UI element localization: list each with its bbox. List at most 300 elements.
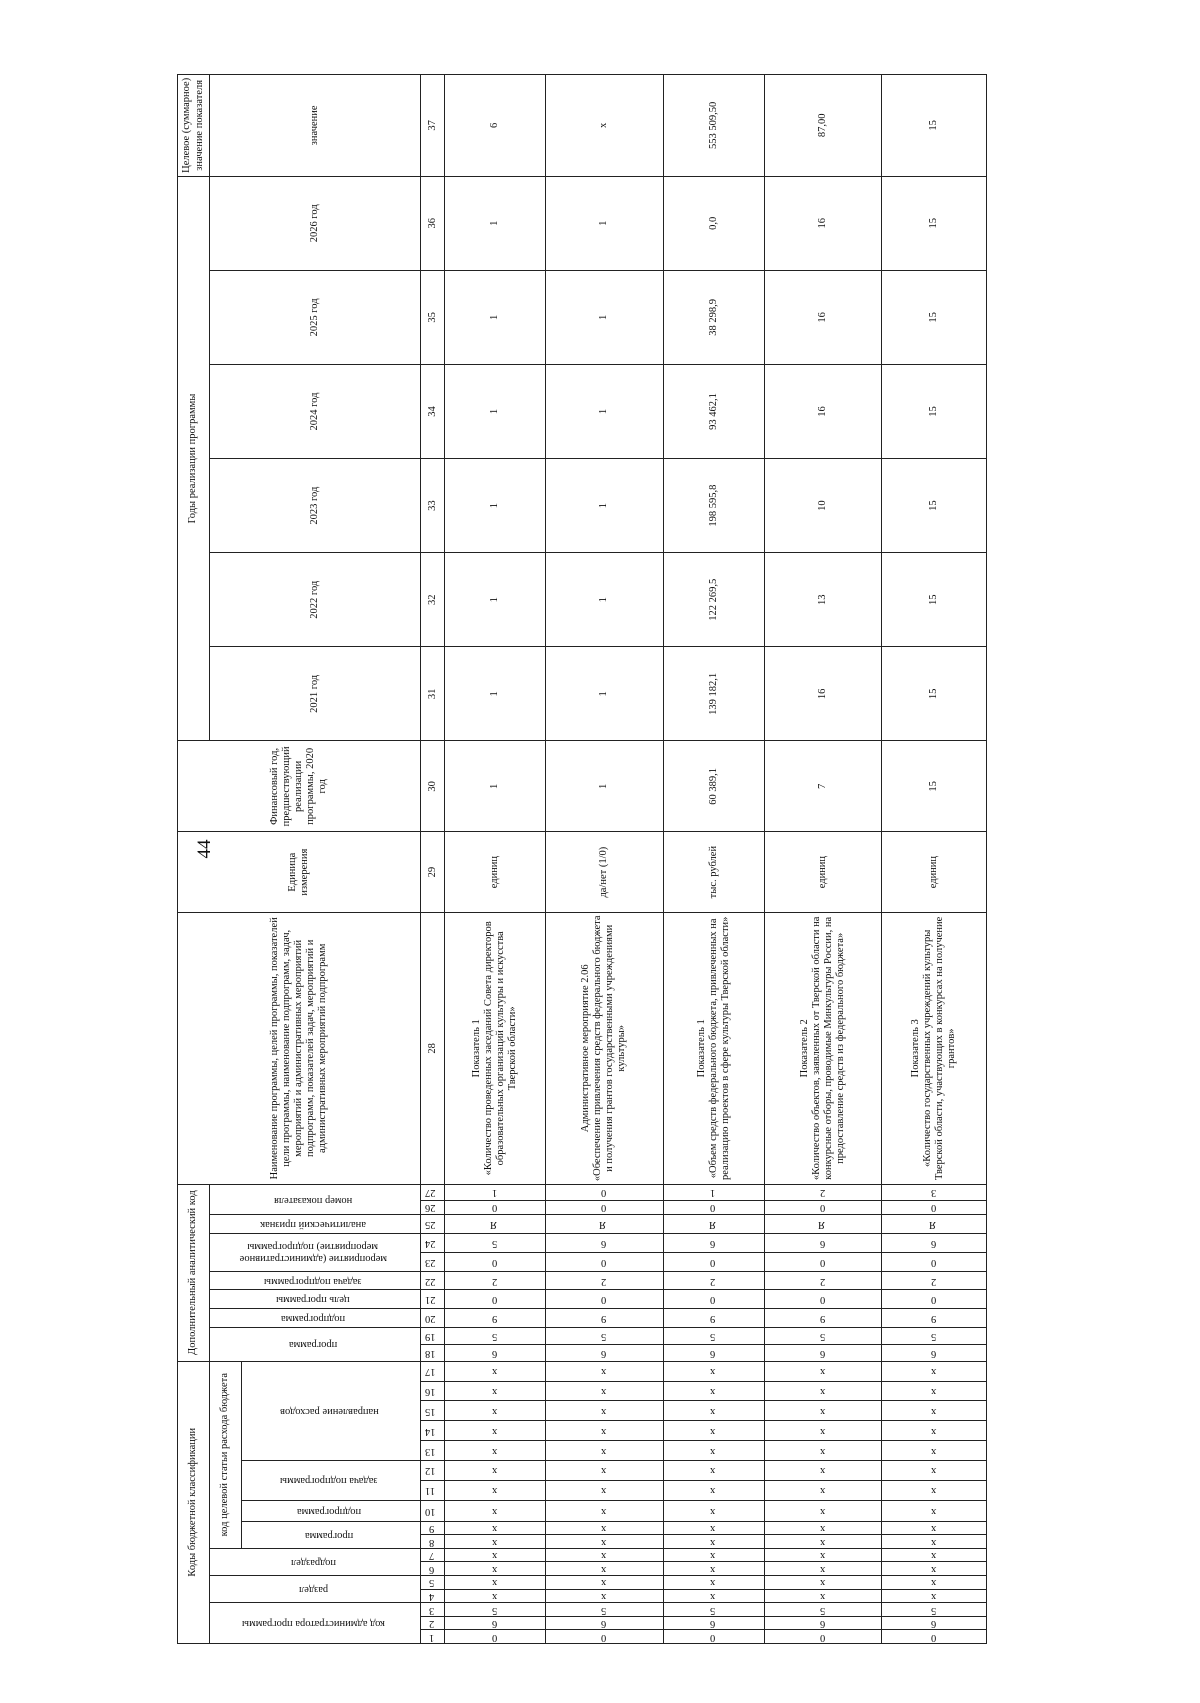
dac-subprogram-digit-text: 9 xyxy=(819,1313,826,1325)
value-2022: 1 xyxy=(546,553,663,647)
column-number: 32 xyxy=(421,553,444,647)
target-value: 553 509,50 xyxy=(663,75,764,177)
column-number: 25 xyxy=(421,1215,444,1234)
dac-event-digit-text: 6 xyxy=(601,1237,607,1249)
value-2026: 15 xyxy=(882,176,987,270)
admin-code-digit-text: 0 xyxy=(491,1631,497,1643)
direction-digit-text: х xyxy=(930,1386,937,1398)
direction-digit-text: х xyxy=(601,1445,607,1457)
program-digit xyxy=(764,1521,881,1535)
header-year-2022: 2022 год xyxy=(210,553,421,647)
dac-subprogram-digit-text: 9 xyxy=(601,1313,607,1325)
value-2026: 0,0 xyxy=(663,176,764,270)
task-digit-text: х xyxy=(491,1485,497,1497)
value-2025: 15 xyxy=(882,270,987,364)
dac-event-digit xyxy=(882,1234,987,1253)
dac-indicator-digit-text: 0 xyxy=(491,1202,497,1214)
table-row xyxy=(546,75,663,1644)
column-number: 4 xyxy=(421,1589,444,1603)
direction-digit xyxy=(764,1421,881,1441)
header-expense-direction: направление расходов xyxy=(242,1361,421,1461)
column-number: 3 xyxy=(421,1603,444,1617)
column-number: 37 xyxy=(421,75,444,177)
column-number: 12 xyxy=(421,1461,444,1481)
value-2023: 10 xyxy=(764,459,881,553)
admin-code-digit xyxy=(764,1630,881,1644)
dac-event-digit-text: 0 xyxy=(930,1256,937,1268)
subprogram-digit xyxy=(663,1500,764,1521)
admin-code-digit xyxy=(444,1630,545,1644)
unit-cell: единиц xyxy=(882,832,987,913)
task-digit xyxy=(764,1461,881,1481)
header-subprogram: подпрограмма xyxy=(242,1500,421,1521)
program-digit-text: х xyxy=(819,1522,826,1534)
dac-event-digit-text: 0 xyxy=(491,1256,497,1268)
program-digit-text: х xyxy=(491,1522,497,1534)
admin-code-digit-text: 5 xyxy=(601,1604,607,1616)
direction-digit xyxy=(764,1401,881,1421)
column-number: 10 xyxy=(421,1500,444,1521)
direction-digit-text: х xyxy=(710,1366,716,1378)
unit-cell: единиц xyxy=(444,832,545,913)
dac-program-digit xyxy=(444,1328,545,1345)
dac-indicator-digit xyxy=(546,1184,663,1200)
dac-program-digit xyxy=(882,1344,987,1361)
admin-code-digit xyxy=(546,1616,663,1630)
value-2025: 1 xyxy=(444,270,545,364)
dac-event-digit xyxy=(444,1252,545,1271)
program-digit xyxy=(663,1521,764,1535)
header-dac-program: программа xyxy=(210,1328,421,1361)
value-2025: 1 xyxy=(546,270,663,364)
task-digit xyxy=(882,1461,987,1481)
dac-subprogram-digit-text: 9 xyxy=(710,1313,716,1325)
column-number: 13 xyxy=(421,1441,444,1461)
value-2024: 16 xyxy=(764,364,881,458)
subsection-digit xyxy=(882,1548,987,1562)
column-number: 24 xyxy=(421,1234,444,1253)
direction-digit xyxy=(444,1441,545,1461)
target-value: 6 xyxy=(444,75,545,177)
indicator-name: Административное мероприятие 2.06 «Обеспечение привлечения средств федерального бюджета и получения грантов государственными учреждениями культуры» xyxy=(546,912,663,1184)
dac-event-digit-text: 6 xyxy=(710,1237,716,1249)
indicator-name: Показатель 3 «Количество государственных учреждений культуры Тверской области, участвующих в конкурсах на получение грантов» xyxy=(882,912,987,1184)
admin-code-digit xyxy=(764,1616,881,1630)
dac-goal-digit-text: 0 xyxy=(491,1294,497,1306)
subprogram-digit-text: х xyxy=(601,1505,607,1517)
subsection-digit-text: х xyxy=(491,1563,497,1575)
dac-task-digit xyxy=(663,1271,764,1290)
dac-event-digit-text: 0 xyxy=(819,1256,826,1268)
program-digit-text: х xyxy=(710,1522,716,1534)
indicator-name: Показатель 2 «Количество объектов, заявленных от Тверской области на конкурсные отборы, проводимые Минкультуры России, на предоставление средств из федерального бюджета» xyxy=(764,912,881,1184)
column-number: 28 xyxy=(421,912,444,1184)
header-additional-code: Дополнительный аналитический код xyxy=(178,1184,210,1361)
column-number: 7 xyxy=(421,1548,444,1562)
column-number: 27 xyxy=(421,1184,444,1200)
subsection-digit xyxy=(764,1562,881,1576)
dac-program-digit xyxy=(546,1328,663,1345)
dac-subprogram-digit xyxy=(444,1309,545,1328)
column-number: 29 xyxy=(421,832,444,913)
dac-program-digit-text: 6 xyxy=(930,1347,937,1359)
section-digit xyxy=(882,1576,987,1590)
dac-program-digit-text: 6 xyxy=(491,1347,497,1359)
dac-indicator-digit xyxy=(882,1200,987,1215)
direction-digit xyxy=(882,1401,987,1421)
dac-program-digit-text: 5 xyxy=(819,1330,826,1342)
direction-digit xyxy=(546,1401,663,1421)
admin-code-digit-text: 5 xyxy=(819,1604,826,1616)
task-digit xyxy=(663,1480,764,1500)
header-unit: Единица измерения xyxy=(178,832,421,913)
direction-digit-text: х xyxy=(601,1366,607,1378)
section-digit xyxy=(764,1589,881,1603)
dac-program-digit xyxy=(764,1344,881,1361)
admin-code-digit xyxy=(764,1603,881,1617)
value-2022: 122 269,5 xyxy=(663,553,764,647)
program-digit xyxy=(882,1521,987,1535)
column-number: 2 xyxy=(421,1616,444,1630)
section-digit xyxy=(663,1589,764,1603)
direction-digit xyxy=(546,1421,663,1441)
admin-code-digit-text: 5 xyxy=(930,1604,937,1616)
dac-feature xyxy=(663,1215,764,1234)
dac-feature-text: Я xyxy=(489,1219,497,1231)
program-digit xyxy=(882,1535,987,1549)
value-2023: 1 xyxy=(546,459,663,553)
program-digit xyxy=(764,1535,881,1549)
dac-goal-digit xyxy=(546,1290,663,1309)
dac-program-digit-text: 5 xyxy=(710,1330,716,1342)
direction-digit xyxy=(546,1381,663,1401)
direction-digit-text: х xyxy=(491,1405,497,1417)
header-section: раздел xyxy=(210,1576,421,1603)
column-number: 30 xyxy=(421,741,444,832)
column-number: 23 xyxy=(421,1252,444,1271)
header-subprogram-task: задача подпрограммы xyxy=(242,1461,421,1501)
subsection-digit xyxy=(764,1548,881,1562)
direction-digit xyxy=(882,1381,987,1401)
value-2023: 15 xyxy=(882,459,987,553)
section-digit xyxy=(546,1576,663,1590)
admin-code-digit xyxy=(444,1616,545,1630)
column-number: 20 xyxy=(421,1309,444,1328)
value-2020: 1 xyxy=(444,741,545,832)
task-digit-text: х xyxy=(930,1465,937,1477)
subsection-digit-text: х xyxy=(930,1563,937,1575)
task-digit-text: х xyxy=(601,1485,607,1497)
direction-digit-text: х xyxy=(819,1425,826,1437)
column-number: 34 xyxy=(421,364,444,458)
indicator-name: Показатель 1 «Объем средств федерального бюджета, привлеченных на реализацию проектов в сфере культуры Тверской области» xyxy=(663,912,764,1184)
direction-digit-text: х xyxy=(710,1445,716,1457)
header-dac-task: задача подпрограммы xyxy=(210,1271,421,1290)
dac-feature xyxy=(882,1215,987,1234)
direction-digit xyxy=(764,1361,881,1381)
dac-program-digit xyxy=(764,1328,881,1345)
direction-digit-text: х xyxy=(601,1386,607,1398)
dac-indicator-digit xyxy=(663,1184,764,1200)
dac-indicator-digit xyxy=(882,1184,987,1200)
subsection-digit-text: х xyxy=(601,1550,607,1562)
section-digit-text: х xyxy=(601,1590,607,1602)
subprogram-digit-text: х xyxy=(819,1505,826,1517)
section-digit xyxy=(882,1589,987,1603)
column-number: 5 xyxy=(421,1576,444,1590)
program-digit xyxy=(444,1535,545,1549)
task-digit-text: х xyxy=(819,1465,826,1477)
dac-indicator-digit-text: 0 xyxy=(601,1187,607,1199)
dac-indicator-digit-text: 2 xyxy=(819,1187,826,1199)
dac-indicator-digit-text: 1 xyxy=(491,1187,497,1199)
program-digit xyxy=(546,1521,663,1535)
direction-digit-text: х xyxy=(710,1425,716,1437)
task-digit xyxy=(663,1461,764,1481)
task-digit-text: х xyxy=(710,1485,716,1497)
header-fin-year: Финансовый год, предшествующий реализации программы, 2020 год xyxy=(178,741,421,832)
dac-feature-text: Я xyxy=(599,1219,607,1231)
admin-code-digit-text: 6 xyxy=(710,1618,716,1630)
direction-digit-text: х xyxy=(819,1366,826,1378)
dac-task-digit-text: 2 xyxy=(710,1275,716,1287)
dac-subprogram-digit-text: 9 xyxy=(930,1313,937,1325)
subsection-digit-text: х xyxy=(710,1563,716,1575)
dac-goal-digit xyxy=(444,1290,545,1309)
header-subsection: подраздел xyxy=(210,1548,421,1575)
subsection-digit xyxy=(882,1562,987,1576)
program-digit-text: х xyxy=(930,1522,937,1534)
header-name: Наименование программы, целей программы, показателей цели программы, наименование подпрограмм, задач, мероприятий и административных мероприятий подпрограмм, показателей задач, мероприятий и административных мероприятий подпрограмм xyxy=(178,912,421,1184)
value-2026: 16 xyxy=(764,176,881,270)
header-dac-feature: аналитический признак xyxy=(210,1215,421,1234)
value-2021: 16 xyxy=(764,647,881,741)
direction-digit xyxy=(444,1401,545,1421)
dac-subprogram-digit xyxy=(764,1309,881,1328)
value-2020: 7 xyxy=(764,741,881,832)
admin-code-digit xyxy=(546,1603,663,1617)
header-year-2024: 2024 год xyxy=(210,364,421,458)
dac-goal-digit xyxy=(764,1290,881,1309)
direction-digit-text: х xyxy=(491,1366,497,1378)
dac-indicator-digit xyxy=(764,1200,881,1215)
direction-digit xyxy=(882,1441,987,1461)
dac-indicator-digit xyxy=(546,1200,663,1215)
header-target-group: Целевое (суммарное) значение показателя xyxy=(178,75,210,177)
unit-cell: да/нет (1/0) xyxy=(546,832,663,913)
value-2025: 16 xyxy=(764,270,881,364)
direction-digit-text: х xyxy=(930,1445,937,1457)
task-digit xyxy=(546,1461,663,1481)
column-number: 16 xyxy=(421,1381,444,1401)
direction-digit-text: х xyxy=(930,1425,937,1437)
subprogram-digit xyxy=(882,1500,987,1521)
dac-task-digit xyxy=(546,1271,663,1290)
direction-digit xyxy=(444,1381,545,1401)
direction-digit-text: х xyxy=(819,1405,826,1417)
section-digit xyxy=(444,1576,545,1590)
value-2021: 139 182,1 xyxy=(663,647,764,741)
dac-event-digit-text: 6 xyxy=(930,1237,937,1249)
header-row-1 xyxy=(178,75,210,1644)
dac-task-digit xyxy=(444,1271,545,1290)
dac-program-digit xyxy=(444,1344,545,1361)
column-number: 35 xyxy=(421,270,444,364)
subprogram-digit xyxy=(444,1500,545,1521)
dac-event-digit xyxy=(764,1252,881,1271)
direction-digit-text: х xyxy=(491,1425,497,1437)
header-year-2025: 2025 год xyxy=(210,270,421,364)
section-digit xyxy=(663,1576,764,1590)
value-2025: 38 298,9 xyxy=(663,270,764,364)
dac-goal-digit xyxy=(663,1290,764,1309)
dac-feature-text: Я xyxy=(929,1219,937,1231)
value-2022: 1 xyxy=(444,553,545,647)
dac-event-digit-text: 0 xyxy=(601,1256,607,1268)
subsection-digit xyxy=(663,1562,764,1576)
target-value: х xyxy=(546,75,663,177)
column-number: 19 xyxy=(421,1328,444,1345)
admin-code-digit-text: 5 xyxy=(710,1604,716,1616)
subprogram-digit-text: х xyxy=(710,1505,716,1517)
program-indicators-table xyxy=(177,74,987,1644)
dac-indicator-digit xyxy=(444,1200,545,1215)
dac-task-digit-text: 2 xyxy=(601,1275,607,1287)
column-number: 6 xyxy=(421,1562,444,1576)
table-row xyxy=(764,75,881,1644)
dac-goal-digit-text: 0 xyxy=(601,1294,607,1306)
dac-program-digit xyxy=(882,1328,987,1345)
direction-digit xyxy=(882,1421,987,1441)
program-digit xyxy=(546,1535,663,1549)
value-2022: 15 xyxy=(882,553,987,647)
dac-program-digit-text: 6 xyxy=(819,1347,826,1359)
page-number: 44 xyxy=(194,839,215,859)
program-digit-text: х xyxy=(491,1536,497,1548)
dac-feature-text: Я xyxy=(818,1219,826,1231)
value-2026: 1 xyxy=(546,176,663,270)
admin-code-digit-text: 0 xyxy=(819,1631,826,1643)
program-digit-text: х xyxy=(710,1536,716,1548)
direction-digit xyxy=(663,1441,764,1461)
column-number: 21 xyxy=(421,1290,444,1309)
header-program: программа xyxy=(242,1521,421,1548)
subprogram-digit-text: х xyxy=(491,1505,497,1517)
header-year-2021: 2021 год xyxy=(210,647,421,741)
rotated-table-container xyxy=(177,74,987,1644)
section-digit-text: х xyxy=(491,1590,497,1602)
dac-subprogram-digit-text: 9 xyxy=(491,1313,497,1325)
task-digit-text: х xyxy=(930,1485,937,1497)
admin-code-digit-text: 6 xyxy=(819,1618,826,1630)
dac-event-digit xyxy=(444,1234,545,1253)
dac-indicator-digit-text: 0 xyxy=(601,1202,607,1214)
dac-task-digit xyxy=(882,1271,987,1290)
task-digit-text: х xyxy=(601,1465,607,1477)
section-digit-text: х xyxy=(710,1590,716,1602)
dac-goal-digit-text: 0 xyxy=(930,1294,937,1306)
header-dac-indicator: номер показателя xyxy=(210,1184,421,1214)
admin-code-digit xyxy=(882,1616,987,1630)
table-row xyxy=(882,75,987,1644)
dac-event-digit xyxy=(546,1252,663,1271)
column-number: 1 xyxy=(421,1630,444,1644)
subsection-digit xyxy=(444,1562,545,1576)
direction-digit-text: х xyxy=(601,1405,607,1417)
column-number: 14 xyxy=(421,1421,444,1441)
admin-code-digit xyxy=(663,1603,764,1617)
dac-indicator-digit xyxy=(444,1184,545,1200)
direction-digit-text: х xyxy=(491,1386,497,1398)
admin-code-digit-text: 6 xyxy=(930,1618,937,1630)
dac-goal-digit xyxy=(882,1290,987,1309)
dac-event-digit xyxy=(764,1234,881,1253)
admin-code-digit xyxy=(663,1630,764,1644)
task-digit xyxy=(444,1461,545,1481)
value-2020: 1 xyxy=(546,741,663,832)
column-number: 9 xyxy=(421,1521,444,1535)
direction-digit xyxy=(764,1381,881,1401)
dac-feature xyxy=(444,1215,545,1234)
dac-task-digit-text: 2 xyxy=(819,1275,826,1287)
subprogram-digit-text: х xyxy=(930,1505,937,1517)
header-target-article: код целевой статьи расхода бюджета xyxy=(210,1361,242,1548)
indicator-name: Показатель 1 «Количество проведенных заседаний Совета директоров образовательных организаций культуры и искусства Тверской области» xyxy=(444,912,545,1184)
subsection-digit-text: х xyxy=(710,1550,716,1562)
dac-subprogram-digit xyxy=(882,1309,987,1328)
dac-indicator-digit-text: 3 xyxy=(930,1187,937,1199)
value-2024: 1 xyxy=(444,364,545,458)
column-number: 8 xyxy=(421,1535,444,1549)
admin-code-digit-text: 0 xyxy=(930,1631,937,1643)
direction-digit xyxy=(546,1361,663,1381)
direction-digit xyxy=(663,1361,764,1381)
admin-code-digit xyxy=(882,1603,987,1617)
dac-program-digit xyxy=(663,1344,764,1361)
section-digit-text: х xyxy=(601,1577,607,1589)
subprogram-digit xyxy=(764,1500,881,1521)
column-number: 15 xyxy=(421,1401,444,1421)
direction-digit-text: х xyxy=(819,1386,826,1398)
column-number: 17 xyxy=(421,1361,444,1381)
value-2022: 13 xyxy=(764,553,881,647)
dac-indicator-digit xyxy=(663,1200,764,1215)
section-digit-text: х xyxy=(819,1577,826,1589)
direction-digit xyxy=(764,1441,881,1461)
dac-event-digit-text: 0 xyxy=(710,1256,716,1268)
program-digit xyxy=(663,1535,764,1549)
value-2020: 60 389,1 xyxy=(663,741,764,832)
subsection-digit-text: х xyxy=(819,1563,826,1575)
section-digit-text: х xyxy=(491,1577,497,1589)
direction-digit xyxy=(882,1361,987,1381)
direction-digit-text: х xyxy=(491,1445,497,1457)
direction-digit xyxy=(663,1401,764,1421)
task-digit xyxy=(882,1480,987,1500)
value-2020: 15 xyxy=(882,741,987,832)
value-2021: 1 xyxy=(546,647,663,741)
direction-digit-text: х xyxy=(710,1386,716,1398)
section-digit xyxy=(444,1589,545,1603)
value-2024: 93 462,1 xyxy=(663,364,764,458)
admin-code-digit xyxy=(663,1616,764,1630)
value-2026: 1 xyxy=(444,176,545,270)
admin-code-digit-text: 5 xyxy=(491,1604,497,1616)
value-2021: 1 xyxy=(444,647,545,741)
admin-code-digit xyxy=(882,1630,987,1644)
header-target-value: значение xyxy=(210,75,421,177)
direction-digit xyxy=(444,1421,545,1441)
